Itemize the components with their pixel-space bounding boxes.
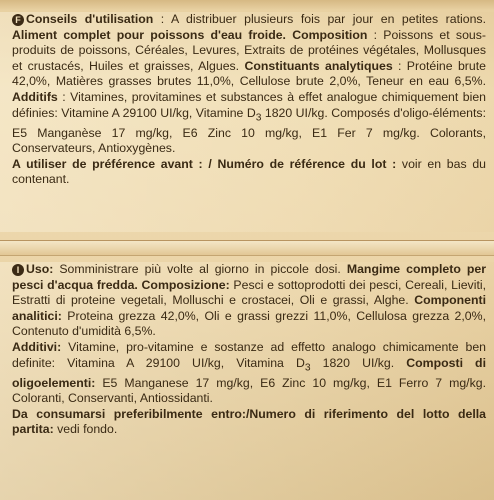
aliment-label: Aliment complet pour poissons d'eau froide. Composition <box>12 27 368 42</box>
consumarsi-text: vedi fondo. <box>53 422 118 437</box>
consumarsi-label: Da consumarsi preferibilmente entro:/Numero di riferimento del lotto della partita: <box>12 406 486 437</box>
french-language-marker: F <box>12 14 24 26</box>
italian-paragraph <box>12 262 486 340</box>
additivi-label: Additivi: <box>12 339 62 354</box>
additivi-text-continued: 1820 UI/kg. <box>310 355 407 370</box>
composti-text: E5 Manganese 17 mg/kg, E6 Zinc 10 mg/kg, E1 Ferro 7 mg/kg. Coloranti, Conservanti, Antiossidanti. <box>12 375 486 406</box>
additifs-text: : Vitamines, provitamines et substances à effet analogue chimiquement bien définies: Vitamine A 29100 UI/kg, Vitamine D <box>12 89 486 120</box>
composizione-text: Pesci e sottoprodotti dei pesci, Cereali, Lieviti, Estratti di proteine vegetali, Molluschi e crostacei, Oli e grassi, Alghe. <box>12 277 487 308</box>
componenti-label: Componenti analitici: <box>12 293 486 323</box>
french-paragraph <box>12 12 486 157</box>
uso-text: Somministrare più volte al giorno in piccole dosi. <box>53 262 347 276</box>
additifs-label: Additifs <box>12 89 58 104</box>
top-edge-shadow <box>0 0 494 10</box>
vitamin-d-subscript: 3 <box>255 112 262 124</box>
italian-additives-paragraph <box>12 340 486 407</box>
utiliser-label: A utiliser de préférence avant : / Numéro de référence du lot : <box>12 156 397 171</box>
uso-label: Uso: <box>26 262 54 276</box>
italian-language-marker: I <box>12 264 24 276</box>
constituants-text: : Protéine brute 42,0%, Matières grasses brutes 11,0%, Cellulose brute 2,0%, Teneur en eau 6,5%. <box>12 58 487 89</box>
french-best-before-paragraph <box>12 157 486 188</box>
vitamina-d-subscript: 3 <box>304 362 311 374</box>
componenti-text: Proteina grezza 42,0%, Oli e grassi grezzi 11,0%, Cellulosa grezza 2,0%, Contenuto d'umidità 6,5%. <box>12 308 486 339</box>
italian-best-before-paragraph <box>12 407 486 438</box>
composti-label: Composti di oligoelementi: <box>12 355 486 390</box>
french-instructions-panel <box>0 12 494 232</box>
panel-separator <box>0 240 494 256</box>
conseils-label: Conseils d'utilisation <box>26 12 154 26</box>
composition-text: : Poissons et sous-produits de poissons, Céréales, Levures, Extraits de protéines végétales, Mollusques et crustacés, Huiles et graisses, Algues. <box>12 27 487 73</box>
mangime-label: Mangime completo per pesci d'acqua fredda. Composizione: <box>12 262 486 292</box>
additivi-text: Vitamine, pro-vitamine e sostanze ad effetto analogo chimicamente ben definite: Vitamina A 29100 UI/kg, Vitamina D <box>12 339 486 370</box>
constituants-label: Constituants analytiques <box>244 58 393 73</box>
utiliser-text: voir en bas du contenant. <box>12 156 486 187</box>
conseils-text: : A distribuer plusieurs fois par jour en petites rations. <box>153 12 486 26</box>
italian-instructions-panel <box>0 262 494 500</box>
additifs-text-continued: 1820 UI/kg. Composés d'oligo-éléments: E5 Manganèse 17 mg/kg, E6 Zinc 10 mg/kg, E1 Fer 7 mg/kg. Colorants, Conservateurs, Antioxygènes. <box>12 105 486 156</box>
